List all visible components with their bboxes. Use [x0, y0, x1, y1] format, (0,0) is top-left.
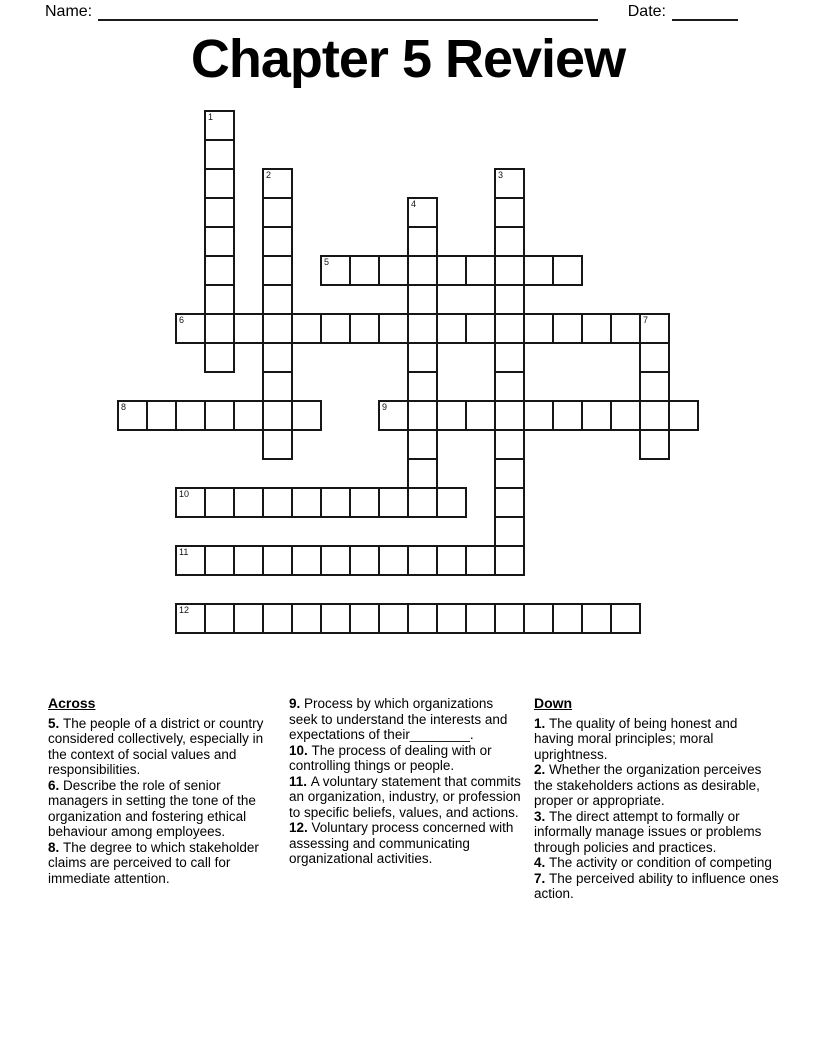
- grid-cell[interactable]: [262, 400, 293, 431]
- grid-cell[interactable]: [465, 545, 496, 576]
- grid-cell[interactable]: [494, 487, 525, 518]
- cell-number: 11: [179, 547, 189, 557]
- grid-cell[interactable]: [494, 255, 525, 286]
- grid-cell[interactable]: [436, 255, 467, 286]
- name-input-line[interactable]: [98, 4, 598, 21]
- grid-cell[interactable]: [523, 400, 554, 431]
- grid-cell[interactable]: [494, 313, 525, 344]
- clue-9: 9. Process by which organizations seek to understand the interests and expectations of their________.: [289, 696, 508, 742]
- grid-cell[interactable]: [436, 603, 467, 634]
- cell-number: 12: [179, 605, 190, 615]
- cell-number: 7: [643, 315, 649, 325]
- clue-2: 2. Whether the organization perceives the stakeholders actions as desirable, proper or appropriate.: [534, 762, 762, 808]
- page-title: Chapter 5 Review: [190, 29, 626, 89]
- grid-cell[interactable]: [581, 400, 612, 431]
- grid-cell[interactable]: [204, 139, 235, 170]
- grid-cell[interactable]: [320, 545, 351, 576]
- grid-cell[interactable]: [639, 313, 670, 344]
- grid-cell[interactable]: [494, 516, 525, 547]
- grid-cell[interactable]: [494, 342, 525, 373]
- grid-cell[interactable]: [523, 255, 554, 286]
- grid-cell[interactable]: [320, 313, 351, 344]
- cell-number: 5: [324, 257, 330, 267]
- clue-10: 10. The process of dealing with or controlling things or people.: [289, 742, 492, 773]
- grid-cell[interactable]: [204, 197, 235, 228]
- grid-cell[interactable]: [378, 313, 409, 344]
- clue-1: 1. The quality of being honest and having moral principles; moral uprightness.: [534, 715, 738, 762]
- clue-column: [48, 696, 284, 886]
- cell-number: 9: [382, 402, 388, 412]
- grid-cell[interactable]: [494, 284, 525, 315]
- grid-cell[interactable]: [291, 545, 322, 576]
- grid-cell[interactable]: [233, 400, 264, 431]
- grid-cell[interactable]: [494, 168, 525, 199]
- cell-number: 8: [121, 402, 127, 412]
- grid-cell[interactable]: [407, 284, 438, 315]
- name-label: Name:: [45, 3, 93, 20]
- grid-cell[interactable]: [407, 545, 438, 576]
- clue-7: 7. The perceived ability to influence ones action.: [534, 870, 779, 901]
- grid-cell[interactable]: [610, 603, 641, 634]
- grid-cell[interactable]: [552, 603, 583, 634]
- grid-cell[interactable]: [349, 255, 380, 286]
- grid-cell[interactable]: [494, 371, 525, 402]
- grid-cell[interactable]: [262, 255, 293, 286]
- grid-cell[interactable]: [378, 255, 409, 286]
- grid-cell[interactable]: [407, 313, 438, 344]
- grid-cell[interactable]: [436, 313, 467, 344]
- grid-cell[interactable]: [262, 342, 293, 373]
- grid-cell[interactable]: [233, 545, 264, 576]
- grid-cell[interactable]: [552, 255, 583, 286]
- grid-cell[interactable]: [378, 487, 409, 518]
- grid-cell[interactable]: [378, 545, 409, 576]
- grid-cell[interactable]: [291, 487, 322, 518]
- grid-cell[interactable]: [320, 603, 351, 634]
- grid-cell[interactable]: [204, 168, 235, 199]
- date-input-line[interactable]: [672, 4, 738, 21]
- grid-cell[interactable]: [117, 400, 148, 431]
- clue-12: 12. Voluntary process concerned with assessing and communicating organizational activities.: [289, 820, 514, 866]
- grid-cell[interactable]: [175, 487, 206, 518]
- clue-3: 3. The direct attempt to formally or informally manage issues or problems through policies and practices.: [534, 808, 762, 855]
- clue-4: 4. The activity or condition of competing: [534, 855, 772, 870]
- grid-cell[interactable]: [465, 313, 496, 344]
- grid-cell[interactable]: [639, 342, 670, 373]
- cell-number: 2: [266, 170, 272, 180]
- grid-cell[interactable]: [175, 400, 206, 431]
- grid-cell[interactable]: [639, 371, 670, 402]
- grid-cell[interactable]: [407, 255, 438, 286]
- grid-cell[interactable]: [378, 400, 409, 431]
- grid-cell[interactable]: [552, 313, 583, 344]
- grid-cell[interactable]: [465, 255, 496, 286]
- grid-cell[interactable]: [291, 603, 322, 634]
- grid-cell[interactable]: [233, 313, 264, 344]
- grid-cell[interactable]: [407, 458, 438, 489]
- down-heading: Down: [534, 695, 573, 711]
- grid-cell[interactable]: [349, 487, 380, 518]
- cell-number: 3: [498, 170, 504, 180]
- grid-cell[interactable]: [262, 226, 293, 257]
- grid-cell[interactable]: [349, 603, 380, 634]
- clue-11: 11. A voluntary statement that commits an organization, industry, or profession to specific beliefs, values, and actions.: [289, 773, 521, 820]
- grid-cell[interactable]: [204, 400, 235, 431]
- grid-cell[interactable]: [407, 226, 438, 257]
- header: [45, 1, 738, 21]
- cell-number: 4: [411, 199, 417, 209]
- grid-cell[interactable]: [494, 400, 525, 431]
- grid-cell[interactable]: [523, 313, 554, 344]
- grid-cell[interactable]: [552, 400, 583, 431]
- grid-cell[interactable]: [204, 255, 235, 286]
- grid-cell[interactable]: [407, 371, 438, 402]
- grid-cell[interactable]: [262, 313, 293, 344]
- clue-5: 5. The people of a district or country considered collectively, especially in the context of social values and responsibilities.: [48, 715, 264, 777]
- grid-cell[interactable]: [465, 400, 496, 431]
- grid-cell[interactable]: [262, 168, 293, 199]
- grid-cell[interactable]: [204, 487, 235, 518]
- grid-cell[interactable]: [610, 313, 641, 344]
- grid-cell[interactable]: [262, 197, 293, 228]
- grid-cell[interactable]: [204, 545, 235, 576]
- grid-cell[interactable]: [639, 400, 670, 431]
- grid-cell[interactable]: [494, 545, 525, 576]
- grid-cell[interactable]: [436, 400, 467, 431]
- grid-cell[interactable]: [407, 429, 438, 460]
- across-heading: Across: [48, 695, 96, 711]
- grid-cell[interactable]: [204, 110, 235, 141]
- grid-cell[interactable]: [407, 487, 438, 518]
- grid-cell[interactable]: [262, 429, 293, 460]
- grid-cell[interactable]: [407, 342, 438, 373]
- grid-cell[interactable]: [494, 603, 525, 634]
- clue-8: 8. The degree to which stakeholder claims are perceived to call for immediate attention.: [48, 839, 259, 886]
- grid-cell[interactable]: [291, 313, 322, 344]
- grid-cell[interactable]: [436, 487, 467, 518]
- grid-cell[interactable]: [262, 284, 293, 315]
- grid-cell[interactable]: [436, 545, 467, 576]
- crossword-grid: [117, 110, 699, 634]
- clue-6: 6. Describe the role of senior managers in setting the tone of the organization and fostering ethical behaviour among employees.: [48, 777, 256, 839]
- grid-cell[interactable]: [407, 400, 438, 431]
- grid-cell[interactable]: [175, 603, 206, 634]
- grid-cell[interactable]: [407, 603, 438, 634]
- grid-cell[interactable]: [378, 603, 409, 634]
- cell-number: 1: [208, 112, 214, 122]
- grid-cell[interactable]: [523, 603, 554, 634]
- grid-cell[interactable]: [262, 603, 293, 634]
- grid-cell[interactable]: [494, 197, 525, 228]
- date-label: Date:: [627, 3, 666, 20]
- grid-cell[interactable]: [581, 603, 612, 634]
- grid-cell[interactable]: [494, 226, 525, 257]
- grid-cell[interactable]: [320, 255, 351, 286]
- grid-cell[interactable]: [494, 458, 525, 489]
- grid-cell[interactable]: [233, 487, 264, 518]
- grid-cell[interactable]: [465, 603, 496, 634]
- grid-cell[interactable]: [175, 313, 206, 344]
- grid-cell[interactable]: [262, 371, 293, 402]
- cell-number: 6: [179, 315, 185, 325]
- grid-cell[interactable]: [494, 429, 525, 460]
- grid-cell[interactable]: [146, 400, 177, 431]
- grid-cell[interactable]: [204, 313, 235, 344]
- grid-cell[interactable]: [262, 545, 293, 576]
- grid-cell[interactable]: [320, 487, 351, 518]
- grid-cell[interactable]: [175, 545, 206, 576]
- grid-cell[interactable]: [204, 342, 235, 373]
- grid-cell[interactable]: [581, 313, 612, 344]
- grid-cell[interactable]: [610, 400, 641, 431]
- grid-cell[interactable]: [204, 284, 235, 315]
- grid-cell[interactable]: [668, 400, 699, 431]
- cell-number: 10: [179, 489, 190, 499]
- grid-cell[interactable]: [407, 197, 438, 228]
- clue-column: [534, 696, 779, 902]
- grid-cell[interactable]: [291, 400, 322, 431]
- grid-cell[interactable]: [639, 429, 670, 460]
- grid-cell[interactable]: [233, 603, 264, 634]
- grid-cell[interactable]: [349, 545, 380, 576]
- grid-cell[interactable]: [204, 226, 235, 257]
- grid-cell[interactable]: [262, 487, 293, 518]
- clue-column: [289, 696, 524, 867]
- grid-cell[interactable]: [349, 313, 380, 344]
- grid-cell[interactable]: [204, 603, 235, 634]
